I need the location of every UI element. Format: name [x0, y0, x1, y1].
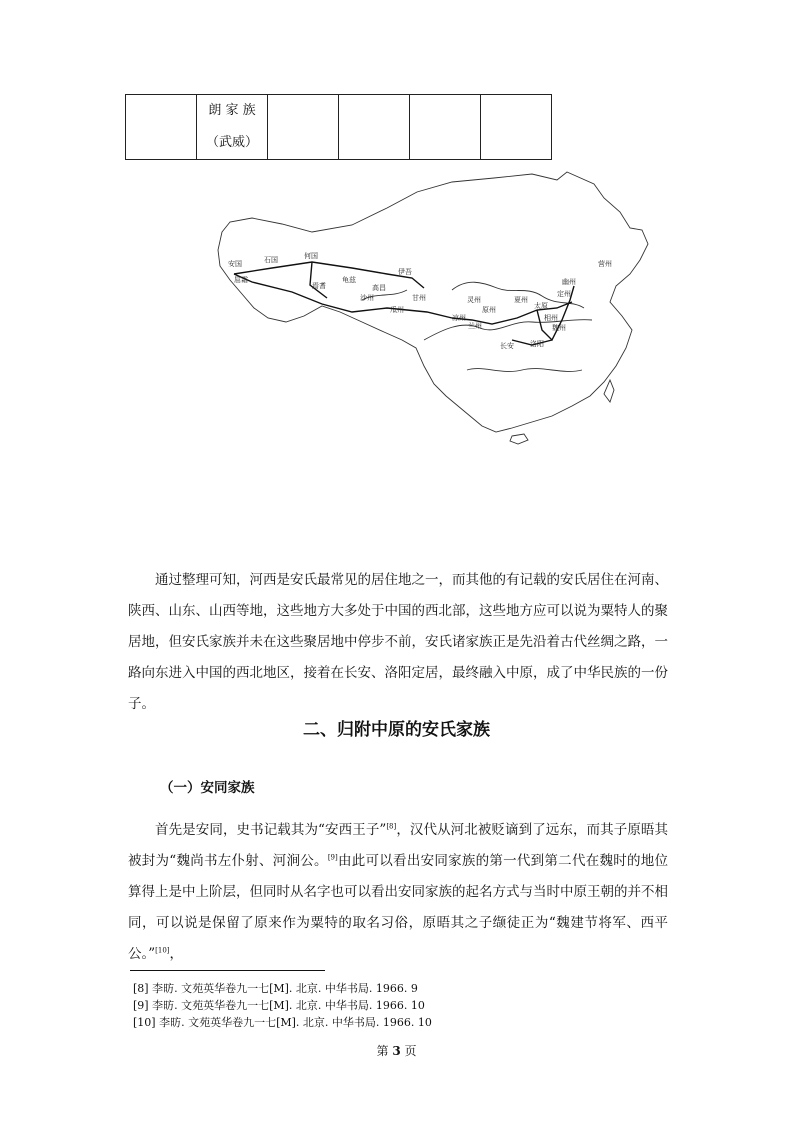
table-cell-clan	[197, 95, 268, 160]
map-label: 甘州	[412, 294, 426, 302]
footnote-divider	[130, 970, 325, 971]
footnote-ref-10[interactable]: [10]	[155, 946, 170, 955]
paragraph-1-text: 通过整理可知，河西是安氏最常见的居住地之一，而其他的有记载的安氏居住在河南、陕西、山东、山西等地，这些地方大多处于中国的西北部，这些地方应可以说为粟特人的聚居地，但安氏家族并未在这些聚居地中停步不前，安氏诸家族正是先沿着古代丝绸之路，一路向东进入中国的西北地区，接着在长安、洛阳定居，最终融入中原，成了中华民族的一份子。	[128, 572, 668, 712]
silk-road-map	[212, 170, 662, 445]
map-label: 幽州	[562, 278, 576, 286]
map-label: 屈霜	[234, 276, 248, 284]
map-label: 太原	[534, 302, 548, 310]
map-label: 魏州	[552, 324, 566, 332]
table-cell-empty	[126, 95, 197, 160]
map-outline	[218, 172, 648, 444]
paragraph-2-text-a: 首先是安同，史书记载其为“安西王子”	[155, 822, 387, 838]
page-prefix: 第	[376, 1044, 389, 1058]
footnote: [10] 李昉. 文苑英华卷九一七[M]. 北京. 中华书局. 1966. 10	[133, 1016, 432, 1029]
page-number-value: 3	[392, 1044, 401, 1058]
map-label: 凉州	[452, 314, 466, 322]
map-label: 伊吾	[398, 268, 412, 276]
map-label: 瓜州	[390, 306, 404, 314]
table-row	[126, 95, 552, 160]
table-cell-empty	[268, 95, 339, 160]
section-heading: 二、归附中原的安氏家族	[303, 720, 490, 740]
footnote: [9] 李昉. 文苑英华卷九一七[M]. 北京. 中华书局. 1966. 10	[133, 999, 425, 1012]
map-label: 石国	[264, 256, 278, 264]
paragraph-2-text-b: ，汉代从河北被贬谪到了远东，而其子原晤其被封为“魏尚书左仆射、河涧公。	[128, 822, 668, 869]
map-label: 营州	[598, 260, 612, 268]
table-cell-empty	[410, 95, 481, 160]
map-label: 兰州	[468, 322, 482, 330]
map-label: 洛阳	[530, 340, 544, 348]
paragraph-2-text-d: ，	[169, 946, 184, 962]
table-cell-empty	[339, 95, 410, 160]
paragraph-1	[128, 565, 668, 720]
sub-heading: （一）安同家族	[160, 780, 255, 796]
map-label: 夏州	[514, 296, 528, 304]
page-number	[0, 1042, 793, 1059]
map-label: 沙州	[360, 294, 374, 302]
map-label: 焉耆	[312, 282, 326, 290]
paragraph-2	[128, 815, 668, 970]
clan-name: 朗 家 族	[208, 103, 256, 118]
map-label: 龟兹	[342, 276, 356, 284]
map-label: 定州	[557, 290, 571, 298]
map-label: 长安	[500, 342, 514, 350]
map-label: 灵州	[467, 296, 481, 304]
clan-table	[125, 94, 552, 160]
footnote: [8] 李昉. 文苑英华卷九一七[M]. 北京. 中华书局. 1966. 9	[133, 982, 418, 995]
map-label: 高昌	[372, 284, 386, 292]
map-label: 何国	[304, 252, 318, 260]
map-label: 相州	[544, 314, 558, 322]
map-label: 安国	[228, 260, 242, 268]
page-suffix: 页	[404, 1044, 417, 1058]
paragraph-2-text-c: 由此可以看出安同家族的第一代到第二代在魏时的地位算得上是中上阶层，但同时从名字也可以看出安同家族的起名方式与当时中原王朝的并不相同，可以说是保留了原来作为粟特的取名习俗，原晤其之子缬徒正为“魏建节将军、西平公。”	[128, 853, 669, 962]
footnote-ref-9[interactable]: [9]	[327, 853, 338, 862]
footnote-ref-8[interactable]: [8]	[386, 822, 397, 831]
map-label: 原州	[482, 306, 496, 314]
clan-place: （武威）	[205, 135, 258, 150]
table-cell-empty	[481, 95, 552, 160]
